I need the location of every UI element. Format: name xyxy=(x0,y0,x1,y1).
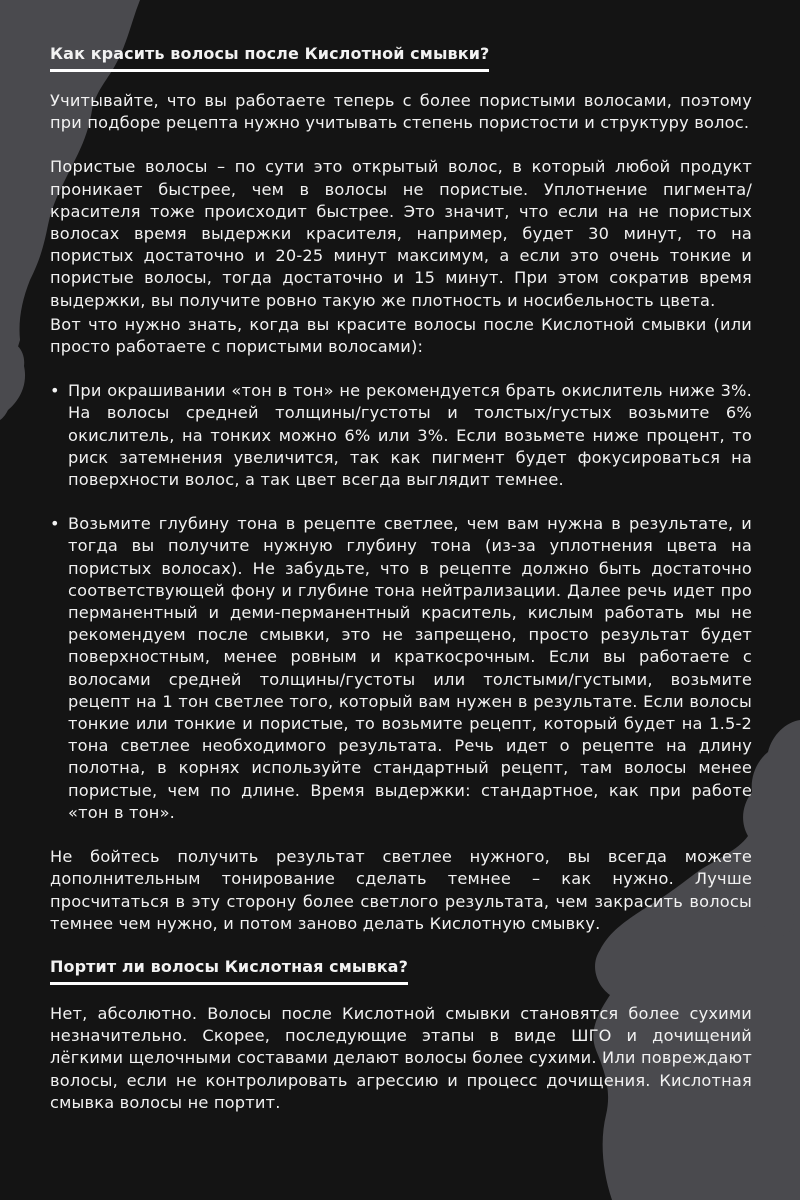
splash-left-drip xyxy=(0,340,25,420)
list-item xyxy=(50,380,752,491)
section-heading-damage: Портит ли волосы Кислотная смывка? xyxy=(50,957,408,985)
list-item-text: При окрашивании «тон в тон» не рекомендуется брать окислитель ниже 3%. На волосы средней толщины/густоты и толстых/густых возьмите 6% окислитель, на тонких можно 6% или 3%. Если возьмете ниже процент, то риск затемнения увеличится, так как пигмент будет фокусироваться на поверхности волос, а так цвет всегда выглядит темнее. xyxy=(68,381,752,490)
paragraph-porosity-intro: Учитывайте, что вы работаете теперь с более пористыми волосами, поэтому при подборе рецепта нужно учитывать степень пористости и структуру волос. xyxy=(50,91,752,133)
section-heading-coloring: Как красить волосы после Кислотной смывки? xyxy=(50,44,489,72)
paragraph-what-to-know: Вот что нужно знать, когда вы красите волосы после Кислотной смывки (или просто работаете с пористыми волосами): xyxy=(50,314,752,357)
article xyxy=(50,44,752,1114)
bullet-icon: • xyxy=(50,381,60,401)
tips-list xyxy=(50,380,752,824)
bullet-icon: • xyxy=(50,514,60,534)
paragraph-porous-hair: Пористые волосы – по сути это открытый волос, в который любой продукт проникает быстрее, чем в волосы не пористые. Уплотнение пигмента/красителя тоже происходит быстрее. Это значит, что если на не пористых волосах время выдержки красителя, например, будет 30 минут, то на пористых достаточно и 20-25 минут максимум, а если это очень тонкие и пористые волосы, тогда достаточно и 15 минут. При этом сократив время выдержки, вы получите ровно такую же плотность и носибельность цвета. xyxy=(50,157,752,310)
paragraph-closing: Не бойтесь получить результат светлее нужного, вы всегда можете дополнительным тонирование сделать темнее – как нужно. Лучше просчитаться в эту сторону более светлого результата, чем закрасить волосы темнее чем нужно, и потом заново делать Кислотную смывку. xyxy=(50,847,752,933)
list-item-text: Возьмите глубину тона в рецепте светлее, чем вам нужна в результате, и тогда вы получите нужную глубину тона (из-за уплотнения цвета на пористых волосах). Не забудьте, что в рецепте должно быть достаточно соответствующей фону и глубине тона нейтрализации. Далее речь идет про перманентный и деми-перманентный краситель, кислым работать мы не рекомендуем после смывки, это не запрещено, просто результат будет поверхностным, менее ровным и краткосрочным. Если вы работаете с волосами средней толщины/густоты или толстыми/густыми, возьмите рецепт на 1 тон светлее того, который вам нужен в результате. Если волосы тонкие или тонкие и пористые, то возьмите рецепт, который будет на 1.5-2 тона светлее необходимого результата. Речь идет о рецепте на длину полотна, в корнях используйте стандартный рецепт, там волосы менее пористые, чем по длине. Время выдержки: стандартное, как при работе «тон в тон». xyxy=(68,514,752,822)
paragraph-damage-answer: Нет, абсолютно. Волосы после Кислотной смывки становятся более сухими незначительно. Скорее, последующие этапы в виде ШГО и дочищений лёгкими щелочными составами делают волосы более сухими. Или повреждают волосы, если не контролировать агрессию и процесс дочищения. Кислотная смывка волосы не портит. xyxy=(50,1003,752,1112)
splash-right-drop xyxy=(763,904,794,937)
list-item xyxy=(50,513,752,824)
